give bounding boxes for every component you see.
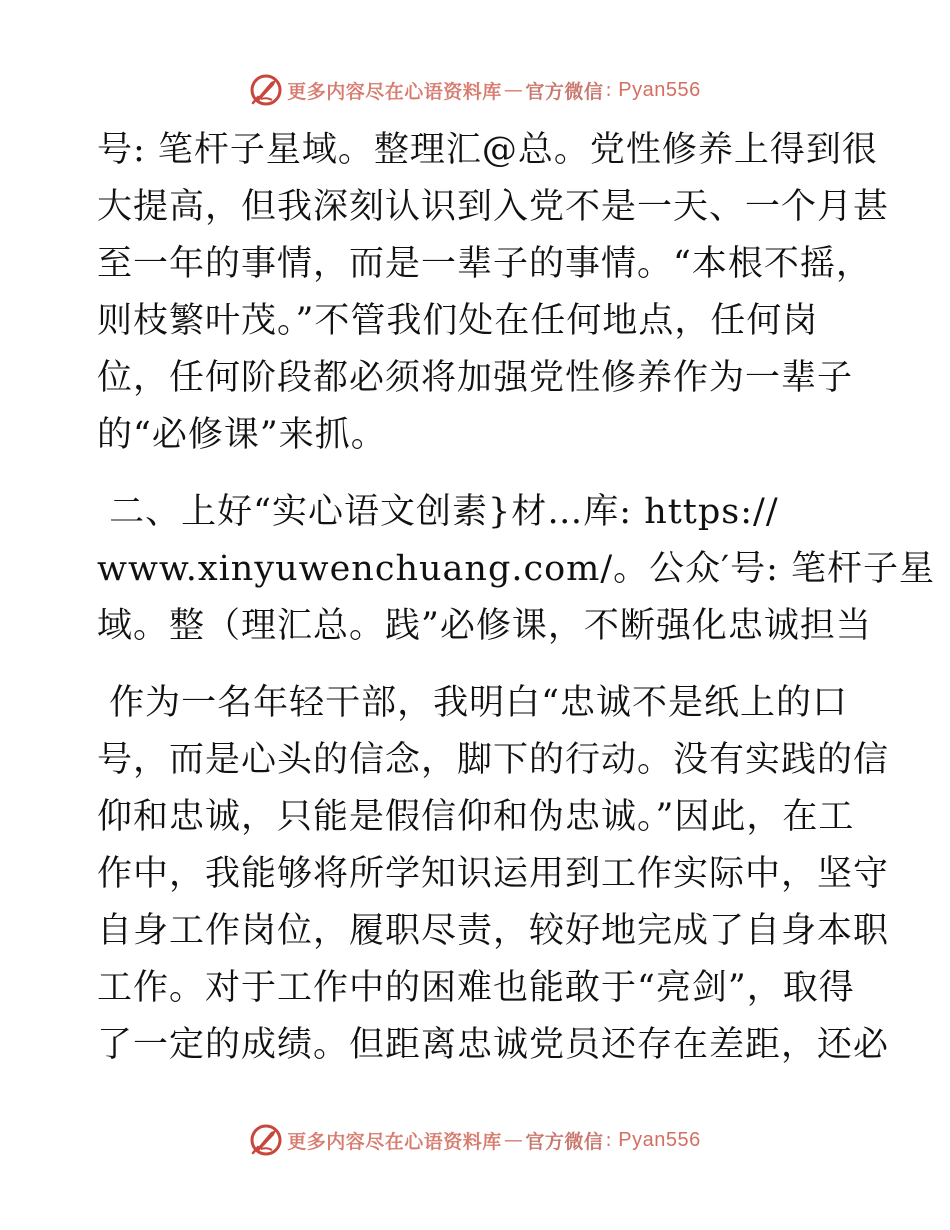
paragraph-2-heading (97, 484, 935, 655)
text-line: 了一定的成绩。但距离忠诚党员还存在差距，还必 (97, 1025, 890, 1065)
banner-dash: — (503, 79, 524, 101)
banner-wechat-id: Pyan556 (618, 78, 701, 101)
text-line: 号: 笔杆子星域。整理汇@总。党性修养上得到很 (97, 130, 878, 170)
banner-colon: : (605, 1129, 613, 1151)
text-line: 二、上好“实心语文创素}材…库: https:// (97, 492, 779, 532)
text-line: 作为一名年轻干部，我明白“忠诚不是纸上的口 (97, 683, 849, 723)
paragraph-3 (97, 675, 890, 1074)
text-line: 则枝繁叶茂。”不管我们处在任何地点，任何岗 (97, 301, 819, 341)
document-body (97, 122, 935, 1074)
quill-pen-logo-icon (249, 1123, 283, 1157)
text-line: 的“必修课”来抓。 (97, 415, 387, 455)
text-line: 作中，我能够将所学知识运用到工作实际中，坚守 (97, 854, 890, 894)
banner-colon: : (605, 79, 613, 101)
banner-wechat-label: 官方微信 (525, 80, 604, 103)
text-line: 至一年的事情，而是一辈子的事情。“本根不摇， (97, 244, 872, 284)
footer-banner (0, 1120, 950, 1160)
text-line: www.xinyuwenchuang.com/。公众′号: 笔杆子星 (97, 549, 935, 589)
quill-pen-logo-icon (249, 73, 283, 107)
text-line: 域。整（理汇总。践”必修课，不断强化忠诚担当 (97, 606, 872, 646)
banner-dash: — (503, 1129, 524, 1151)
banner-main-text: 更多内容尽在心语资料库 (287, 1130, 502, 1153)
text-line: 仰和忠诚，只能是假信仰和伪忠诚。”因此，在工 (97, 797, 855, 837)
text-line: 工作。对于工作中的困难也能敢于“亮剑”，取得 (97, 968, 855, 1008)
paragraph-1 (97, 122, 890, 464)
banner-wechat-id: Pyan556 (618, 1128, 701, 1151)
text-line: 号，而是心头的信念，脚下的行动。没有实践的信 (97, 740, 890, 780)
text-line: 大提高，但我深刻认识到入党不是一天、一个月甚 (97, 187, 890, 227)
banner-main-text: 更多内容尽在心语资料库 (287, 80, 502, 103)
text-line: 自身工作岗位，履职尽责，较好地完成了自身本职 (97, 911, 890, 951)
text-line: 位，任何阶段都必须将加强党性修养作为一辈子 (97, 358, 854, 398)
header-banner (0, 70, 950, 110)
banner-wechat-label: 官方微信 (525, 1130, 604, 1153)
